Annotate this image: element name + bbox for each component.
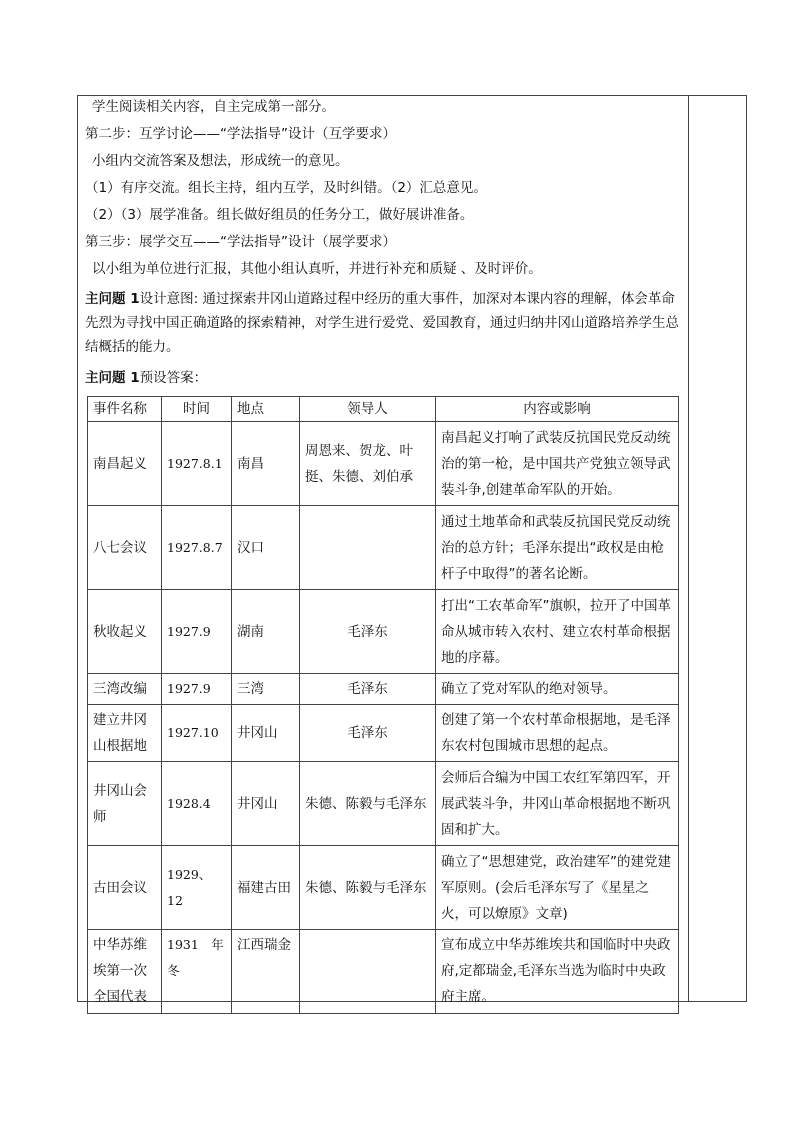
cell-leader: 朱德、陈毅与毛泽东 — [300, 762, 436, 846]
cell-leader: 周恩来、贺龙、叶挺、朱德、刘伯承 — [300, 422, 436, 506]
cell-place: 井冈山 — [232, 705, 300, 762]
cell-leader: 毛泽东 — [300, 674, 436, 705]
cell-impact: 南昌起义打响了武装反抗国民党反动统治的第一枪，是中国共产党独立领导武装斗争,创建革命军队的开始。 — [436, 422, 679, 506]
column-divider — [688, 95, 689, 1002]
cell-event: 秋收起义 — [88, 590, 162, 674]
question-label-2: 主问题 1 — [85, 370, 140, 386]
cell-event: 南昌起义 — [88, 422, 162, 506]
cell-place: 汉口 — [232, 506, 300, 590]
cell-date: 1927.8.1 — [162, 422, 232, 506]
design-intent-text: 设计意图: 通过探索井冈山道路过程中经历的重大事件，加深对本课内容的理解，体会革命先烈为寻找中国正确道路的探索精神，对学生进行爱党、爱国教育，通过归纳井冈山道路培养学生总结概括的能力。 — [85, 291, 679, 355]
cell-date: 1927.9 — [162, 590, 232, 674]
cell-leader — [300, 506, 436, 590]
cell-date: 1929、12 — [162, 846, 232, 930]
cell-place: 井冈山 — [232, 762, 300, 846]
table-row — [88, 674, 679, 705]
cell-place: 南昌 — [232, 422, 300, 506]
cell-impact: 打出“工农革命军”旗帜，拉开了中国革命从城市转入农村、建立农村革命根据地的序幕。 — [436, 590, 679, 674]
cell-date: 1927.9 — [162, 674, 232, 705]
cell-leader: 朱德、陈毅与毛泽东 — [300, 846, 436, 930]
header-leader: 领导人 — [300, 397, 436, 422]
cell-place: 三湾 — [232, 674, 300, 705]
events-table — [87, 396, 679, 1014]
cell-leader: 毛泽东 — [300, 705, 436, 762]
cell-impact: 确立了党对军队的绝对领导。 — [436, 674, 679, 705]
header-event: 事件名称 — [88, 397, 162, 422]
cell-leader: 毛泽东 — [300, 590, 436, 674]
table-row — [88, 590, 679, 674]
table-row — [88, 705, 679, 762]
table-header-row — [88, 397, 679, 422]
table-row — [88, 762, 679, 846]
header-impact: 内容或影响 — [436, 397, 679, 422]
header-place: 地点 — [232, 397, 300, 422]
paragraph-9 — [85, 368, 207, 388]
paragraph-6: 第三步：展学交互——“学法指导”设计（展学要求） — [85, 234, 396, 250]
cell-event: 古田会议 — [88, 846, 162, 930]
paragraph-8 — [85, 287, 685, 359]
cell-impact: 创建了第一个农村革命根据地，是毛泽东农村包围城市思想的起点。 — [436, 705, 679, 762]
cell-place: 江西瑞金 — [232, 930, 300, 1014]
cell-date: 1928.4 — [162, 762, 232, 846]
cell-impact: 会师后合编为中国工农红军第四军，开展武装斗争，井冈山革命根据地不断巩固和扩大。 — [436, 762, 679, 846]
cell-impact: 通过土地革命和武装反抗国民党反动统治的总方针；毛泽东提出“政权是由枪杆子中取得”的著名论断。 — [436, 506, 679, 590]
header-time: 时间 — [162, 397, 232, 422]
paragraph-7: 以小组为单位进行汇报，其他小组认真听，并进行补充和质疑 、及时评价。 — [92, 261, 542, 277]
cell-date: 1931 年冬 — [162, 930, 232, 1014]
cell-impact: 宣布成立中华苏维埃共和国临时中央政府,定都瑞金,毛泽东当选为临时中央政府主席。 — [436, 930, 679, 1014]
cell-date: 1927.10 — [162, 705, 232, 762]
paragraph-3: 小组内交流答案及想法，形成统一的意见。 — [92, 153, 349, 169]
paragraph-5: （2）（3）展学准备。组长做好组员的任务分工，做好展讲准备。 — [85, 207, 474, 223]
cell-event: 井冈山会师 — [88, 762, 162, 846]
cell-leader — [300, 930, 436, 1014]
paragraph-2: 第二步：互学讨论——“学法指导”设计（互学要求） — [85, 126, 396, 142]
table-row — [88, 506, 679, 590]
table-row — [88, 930, 679, 1014]
cell-place: 湖南 — [232, 590, 300, 674]
table-row — [88, 422, 679, 506]
cell-event: 三湾改编 — [88, 674, 162, 705]
cell-date: 1927.8.7 — [162, 506, 232, 590]
cell-event: 建立井冈山根据地 — [88, 705, 162, 762]
table-row — [88, 846, 679, 930]
cell-place: 福建古田 — [232, 846, 300, 930]
cell-event: 八七会议 — [88, 506, 162, 590]
cell-impact: 确立了“思想建党，政治建军”的建党建军原则。(会后毛泽东写了《星星之火，可以燎原》文章) — [436, 846, 679, 930]
cell-event: 中华苏维埃第一次全国代表 — [88, 930, 162, 1014]
paragraph-4: （1）有序交流。组长主持，组内互学，及时纠错。（2）汇总意见。 — [85, 180, 487, 196]
question-label-1: 主问题 1 — [85, 291, 140, 307]
preset-answer-label: 预设答案： — [139, 370, 208, 386]
paragraph-1: 学生阅读相关内容，自主完成第一部分。 — [92, 99, 335, 115]
